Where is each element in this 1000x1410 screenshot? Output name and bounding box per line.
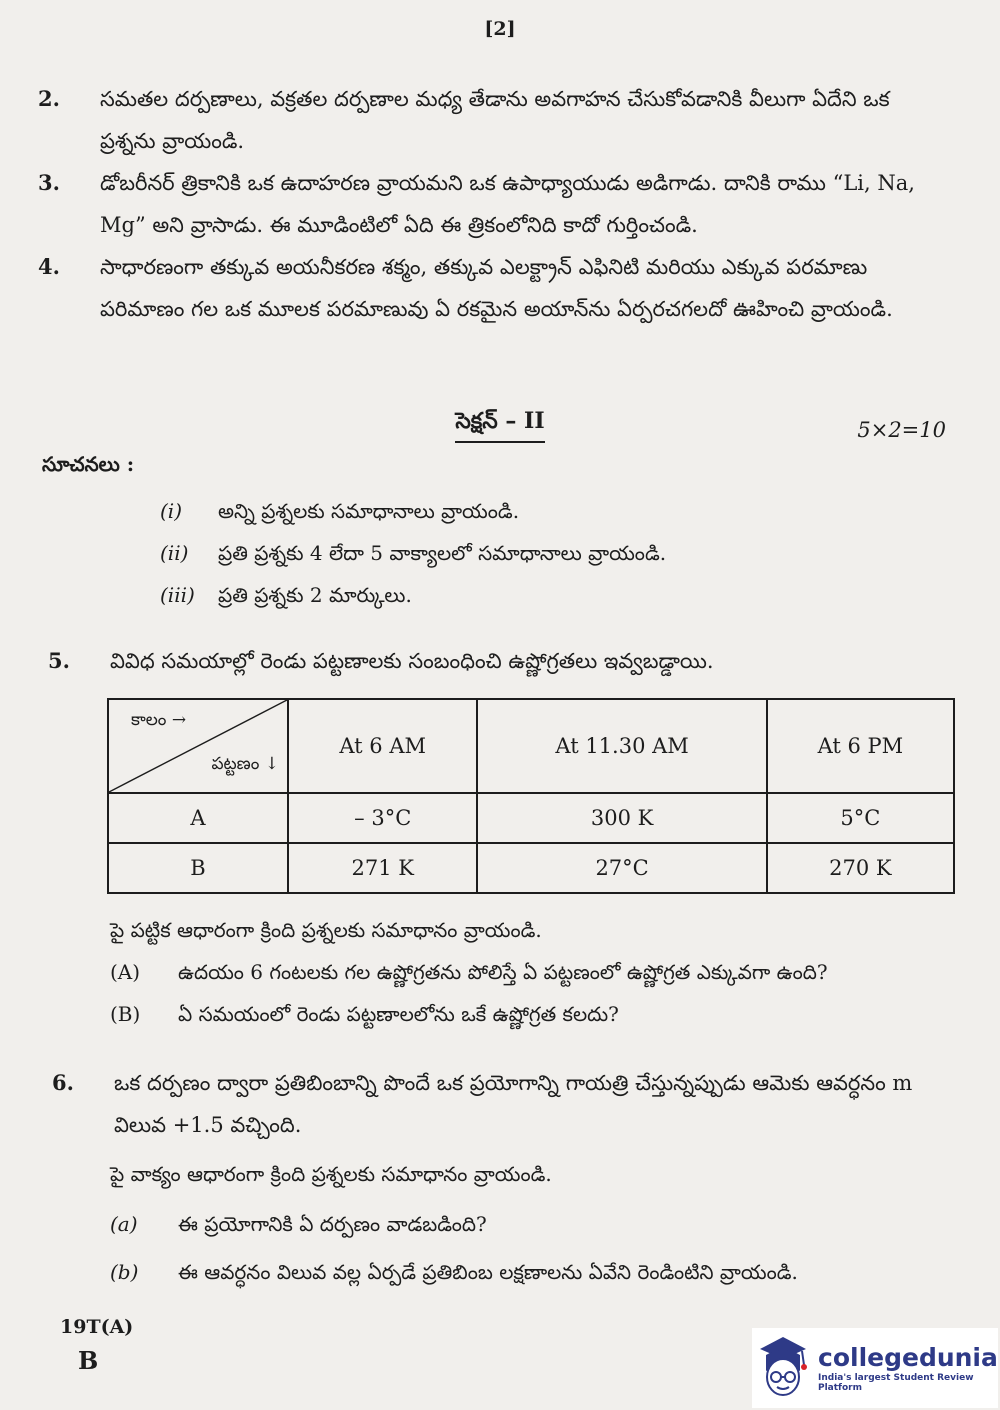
question-number: 5. [48,648,70,673]
question-5 [48,640,928,682]
option-label: (a) [110,1212,138,1236]
instruction-text: ప్రతి ప్రశ్నకు 2 మార్కులు. [218,583,412,607]
table-cell: 270 K [767,843,954,893]
question-6-option-b [110,1252,930,1292]
instruction-item [160,574,920,616]
table-cell: 27°C [477,843,766,893]
instructions-list [160,490,920,616]
question-text: ఒక దర్పణం ద్వారా ప్రతిబింబాన్ని పొందే ఒక ప్రయోగాన్ని గాయత్రి చేస్తున్నప్పుడు ఆమెకు ఆవర్ధనం m విలువ +1.5 వచ్చింది. [114,1071,913,1137]
question-4 [38,246,918,330]
section-title-text: సెక్షన్ – II [455,408,544,443]
question-number: 3. [38,170,60,195]
table-cell: – 3°C [288,793,477,843]
option-label: (B) [110,1002,141,1026]
question-6-option-a [110,1204,930,1244]
question-number: 6. [52,1070,74,1095]
question-3 [38,162,918,246]
option-text: ఈ ఆవర్ధనం విలువ వల్ల ఏర్పడే ప్రతిబింబ లక్షణాలను ఏవేని రెండింటిని వ్రాయండి. [178,1260,798,1284]
table-row [108,793,954,843]
student-mascot-icon [752,1331,814,1405]
paper-set: B [78,1346,99,1375]
option-label: (b) [110,1260,139,1284]
option-text: ఉదయం 6 గంటలకు గల ఉష్ణోగ్రతను పోలిస్తే ఏ పట్టణంలో ఉష్ణోగ్రత ఎక్కువగా ఉంది? [178,960,828,984]
table-city-cell: B [108,843,288,893]
page-number: [2] [484,18,516,40]
instruction-text: అన్ని ప్రశ్నలకు సమాధానాలు వ్రాయండి. [218,499,520,523]
temperature-table [107,698,955,894]
option-text: ఈ ప్రయోగానికి ఏ దర్పణం వాడబడింది? [178,1212,487,1236]
option-label: (A) [110,960,141,984]
instruction-numeral: (i) [160,499,183,523]
table-cell: 271 K [288,843,477,893]
question-number: 4. [38,254,60,279]
instruction-item [160,490,920,532]
instruction-text: ప్రతి ప్రశ్నకు 4 లేదా 5 వాక్యాలలో సమాధానాలు వ్రాయండి. [218,541,667,565]
question-6 [52,1062,918,1146]
table-row [108,843,954,893]
brand-name: collegedunia [818,1343,998,1372]
table-header-cell: At 6 AM [288,699,477,793]
table-header-cell: At 11.30 AM [477,699,766,793]
collegedunia-logo [752,1328,998,1408]
question-text: డోబరీనర్ త్రికానికి ఒక ఉదాహరణ వ్రాయమని ఒక ఉపాధ్యాయుడు అడిగాడు. దానికి రాము “Li, Na, Mg” అని వ్రాసాడు. ఈ మూడింటిలో ఏది ఈ త్రికంలోనిది కాదో గుర్తించండి. [100,171,915,237]
question-2 [38,78,918,162]
table-header-row [108,699,954,793]
corner-time-label: కాలం → [131,710,187,730]
option-text: ఏ సమయంలో రెండు పట్టణాలలోను ఒకే ఉష్ణోగ్రత కలదు? [178,1002,619,1026]
brand-tagline: India's largest Student Review Platform [818,1373,974,1393]
section-title [0,408,1000,443]
instructions-heading: సూచనలు : [42,452,135,476]
table-cell: 300 K [477,793,766,843]
question-text: సమతల దర్పణాలు, వక్రతల దర్పణాల మధ్య తేడాను అవగాహన చేసుకోవడానికి వీలుగా ఏదేని ఒక ప్రశ్నను వ్రాయండి. [100,87,890,153]
corner-city-label: పట్టణం ↓ [211,754,279,774]
table-header-cell: At 6 PM [767,699,954,793]
question-5-option-b [110,994,930,1034]
question-5-prompt: పై పట్టిక ఆధారంగా క్రింది ప్రశ్నలకు సమాధానం వ్రాయండి. [110,918,542,942]
question-6-prompt: పై వాక్యం ఆధారంగా క్రింది ప్రశ్నలకు సమాధానం వ్రాయండి. [110,1162,552,1186]
table-corner-cell [108,699,288,793]
instruction-item [160,532,920,574]
table-cell: 5°C [767,793,954,843]
table-city-cell: A [108,793,288,843]
paper-code: 19T(A) [60,1316,134,1338]
section-marks: 5×2=10 [857,418,946,442]
question-5-option-a [110,952,930,992]
question-number: 2. [38,86,60,111]
instruction-numeral: (ii) [160,541,189,565]
question-text: వివిధ సమయాల్లో రెండు పట్టణాలకు సంబంధించి ఉష్ణోగ్రతలు ఇవ్వబడ్డాయి. [110,649,714,673]
question-text: సాధారణంగా తక్కువ అయనీకరణ శక్మం, తక్కువ ఎలక్ట్రాన్ ఎఫినిటి మరియు ఎక్కువ పరమాణు పరిమాణం గల ఒక మూలక పరమాణువు ఏ రకమైన అయాన్‌ను ఏర్పరచగలదో ఊహించి వ్రాయండి. [100,255,893,321]
instruction-numeral: (iii) [160,583,195,607]
